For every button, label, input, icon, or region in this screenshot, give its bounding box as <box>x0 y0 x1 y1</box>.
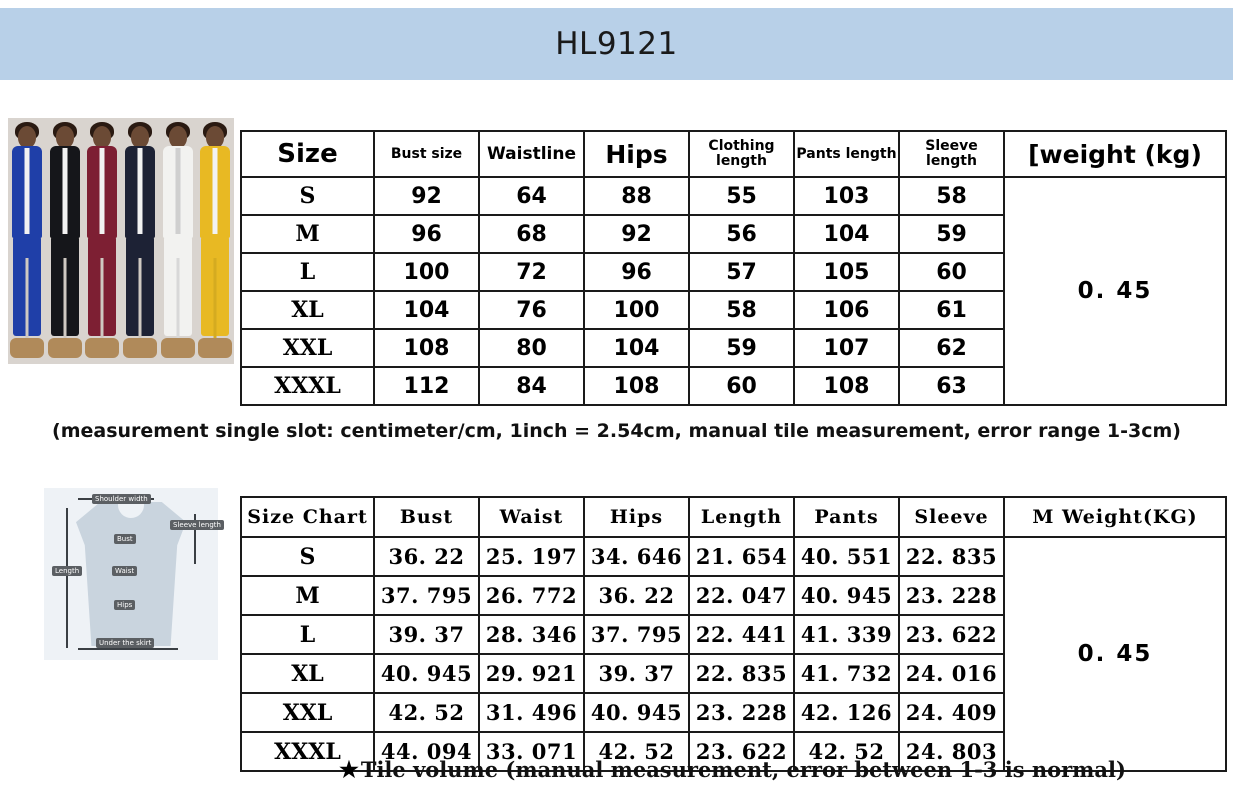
measurement-diagram <box>44 488 221 660</box>
header-bust: Bust <box>374 497 479 537</box>
model-figure <box>121 118 159 364</box>
cell-hips: 100 <box>584 291 689 329</box>
cell-hips: 96 <box>584 253 689 291</box>
model-shoes <box>85 338 119 358</box>
cell-size: S <box>241 537 374 576</box>
cell-size: XXXL <box>241 367 374 405</box>
cell-length: 21. 654 <box>689 537 794 576</box>
cell-sleeve: 62 <box>899 329 1004 367</box>
model-figure <box>196 118 234 364</box>
cell-waist: 33. 071 <box>479 732 584 771</box>
cell-pants: 42. 52 <box>794 732 899 771</box>
cell-hips: 108 <box>584 367 689 405</box>
table-header-row <box>241 131 1226 177</box>
cell-waist: 80 <box>479 329 584 367</box>
cell-sleeve: 60 <box>899 253 1004 291</box>
model-stripe <box>100 148 105 234</box>
header-waist: Waist <box>479 497 584 537</box>
cell-hips: 104 <box>584 329 689 367</box>
cell-size: XXXL <box>241 732 374 771</box>
cell-bust: 100 <box>374 253 479 291</box>
cell-pants: 42. 126 <box>794 693 899 732</box>
header-length: Length <box>689 497 794 537</box>
cell-length: 23. 228 <box>689 693 794 732</box>
cell-bust: 108 <box>374 329 479 367</box>
model-shoes <box>161 338 195 358</box>
model-figure <box>83 118 121 364</box>
cell-bust: 104 <box>374 291 479 329</box>
label-length: Length <box>52 566 82 576</box>
cell-length: 59 <box>689 329 794 367</box>
cell-length: 22. 835 <box>689 654 794 693</box>
model-photo <box>8 118 234 364</box>
table-row <box>241 177 1226 215</box>
header-pants-length: Pants length <box>794 131 899 177</box>
cell-bust: 40. 945 <box>374 654 479 693</box>
cell-bust: 96 <box>374 215 479 253</box>
header-clothing-length: Clothing length <box>689 131 794 177</box>
model-head <box>56 126 74 148</box>
cell-bust: 37. 795 <box>374 576 479 615</box>
model-head <box>131 126 149 148</box>
label-hips: Hips <box>114 600 135 610</box>
cell-hips: 39. 37 <box>584 654 689 693</box>
label-bust: Bust <box>114 534 136 544</box>
header-sleeve-length: Sleeve length <box>899 131 1004 177</box>
cell-length: 58 <box>689 291 794 329</box>
model-leg-split <box>214 258 217 338</box>
cell-sleeve: 58 <box>899 177 1004 215</box>
cell-size: L <box>241 615 374 654</box>
header-weight: [weight (kg) <box>1004 131 1226 177</box>
cell-weight: 0. 45 <box>1004 537 1226 771</box>
header-banner <box>0 8 1233 80</box>
cell-bust: 112 <box>374 367 479 405</box>
model-leg-split <box>63 258 66 338</box>
cell-bust: 44. 094 <box>374 732 479 771</box>
cell-hips: 42. 52 <box>584 732 689 771</box>
cell-sleeve: 24. 409 <box>899 693 1004 732</box>
model-figure <box>159 118 197 364</box>
model-stripe <box>137 148 142 234</box>
model-stripe <box>62 148 67 234</box>
bottom-section <box>0 482 1233 792</box>
header-weight: M Weight(KG) <box>1004 497 1226 537</box>
cell-bust: 36. 22 <box>374 537 479 576</box>
cell-sleeve: 63 <box>899 367 1004 405</box>
model-shoes <box>10 338 44 358</box>
cell-bust: 42. 52 <box>374 693 479 732</box>
footer-note <box>240 757 1225 782</box>
header-size: Size <box>241 131 374 177</box>
cell-waist: 28. 346 <box>479 615 584 654</box>
cell-sleeve: 24. 016 <box>899 654 1004 693</box>
table-row <box>241 537 1226 576</box>
cell-waist: 68 <box>479 215 584 253</box>
cell-waist: 29. 921 <box>479 654 584 693</box>
cell-sleeve: 59 <box>899 215 1004 253</box>
cell-sleeve: 24. 803 <box>899 732 1004 771</box>
model-head <box>93 126 111 148</box>
cell-bust: 39. 37 <box>374 615 479 654</box>
hem-measure-line <box>78 648 178 650</box>
cell-pants: 107 <box>794 329 899 367</box>
measurement-note: (measurement single slot: centimeter/cm, 1inch = 2.54cm, manual tile measurement, error range 1-3cm) <box>52 420 1181 442</box>
cell-pants: 40. 945 <box>794 576 899 615</box>
cell-size: L <box>241 253 374 291</box>
cell-length: 23. 622 <box>689 732 794 771</box>
table-header-row <box>241 497 1226 537</box>
cell-size: M <box>241 576 374 615</box>
model-figure <box>8 118 46 364</box>
page-title: HL9121 <box>555 26 678 62</box>
cell-hips: 92 <box>584 215 689 253</box>
header-sleeve: Sleeve <box>899 497 1004 537</box>
cell-pants: 108 <box>794 367 899 405</box>
cell-pants: 41. 732 <box>794 654 899 693</box>
cell-waist: 72 <box>479 253 584 291</box>
length-measure-line <box>66 508 68 648</box>
model-figure <box>46 118 84 364</box>
top-section <box>0 118 1233 399</box>
cell-hips: 40. 945 <box>584 693 689 732</box>
cell-pants: 103 <box>794 177 899 215</box>
cell-pants: 104 <box>794 215 899 253</box>
cell-sleeve: 23. 228 <box>899 576 1004 615</box>
cell-pants: 41. 339 <box>794 615 899 654</box>
cell-size: XXL <box>241 693 374 732</box>
cell-hips: 34. 646 <box>584 537 689 576</box>
model-shoes <box>198 338 232 358</box>
cell-hips: 36. 22 <box>584 576 689 615</box>
cell-length: 56 <box>689 215 794 253</box>
cell-size: S <box>241 177 374 215</box>
label-waist: Waist <box>112 566 137 576</box>
cell-sleeve: 22. 835 <box>899 537 1004 576</box>
model-leg-split <box>25 258 28 338</box>
label-sleeve-length: Sleeve length <box>170 520 224 530</box>
cell-length: 57 <box>689 253 794 291</box>
header-hips: Hips <box>584 131 689 177</box>
model-stripe <box>213 148 218 234</box>
cell-bust: 92 <box>374 177 479 215</box>
model-shoes <box>123 338 157 358</box>
label-under-the-skirt: Under the skirt <box>96 638 154 648</box>
star-icon: ★ <box>339 756 359 783</box>
cell-size: XL <box>241 654 374 693</box>
cell-weight: 0. 45 <box>1004 177 1226 405</box>
cell-size: XXL <box>241 329 374 367</box>
model-stripe <box>24 148 29 234</box>
cell-hips: 37. 795 <box>584 615 689 654</box>
model-head <box>206 126 224 148</box>
cell-waist: 26. 772 <box>479 576 584 615</box>
cell-hips: 88 <box>584 177 689 215</box>
cell-waist: 84 <box>479 367 584 405</box>
cell-waist: 31. 496 <box>479 693 584 732</box>
cell-waist: 64 <box>479 177 584 215</box>
cell-size: XL <box>241 291 374 329</box>
footer-note-text: Tile volume (manual measurement, error between 1-3 is normal) <box>360 757 1126 782</box>
header-bust-size: Bust size <box>374 131 479 177</box>
cell-length: 55 <box>689 177 794 215</box>
cell-length: 22. 441 <box>689 615 794 654</box>
cell-pants: 40. 551 <box>794 537 899 576</box>
cell-pants: 105 <box>794 253 899 291</box>
model-leg-split <box>101 258 104 338</box>
header-hips: Hips <box>584 497 689 537</box>
label-shoulder-width: Shoulder width <box>92 494 151 504</box>
model-head <box>18 126 36 148</box>
cm-size-table <box>240 130 1227 406</box>
cell-pants: 106 <box>794 291 899 329</box>
inch-size-table <box>240 496 1227 772</box>
model-shoes <box>48 338 82 358</box>
cell-waist: 25. 197 <box>479 537 584 576</box>
header-pants: Pants <box>794 497 899 537</box>
model-leg-split <box>138 258 141 338</box>
model-head <box>169 126 187 148</box>
cell-waist: 76 <box>479 291 584 329</box>
cell-sleeve: 23. 622 <box>899 615 1004 654</box>
cell-length: 22. 047 <box>689 576 794 615</box>
cell-sleeve: 61 <box>899 291 1004 329</box>
header-size-chart: Size Chart <box>241 497 374 537</box>
cell-size: M <box>241 215 374 253</box>
model-stripe <box>175 148 180 234</box>
header-waistline: Waistline <box>479 131 584 177</box>
cell-length: 60 <box>689 367 794 405</box>
model-leg-split <box>176 258 179 338</box>
